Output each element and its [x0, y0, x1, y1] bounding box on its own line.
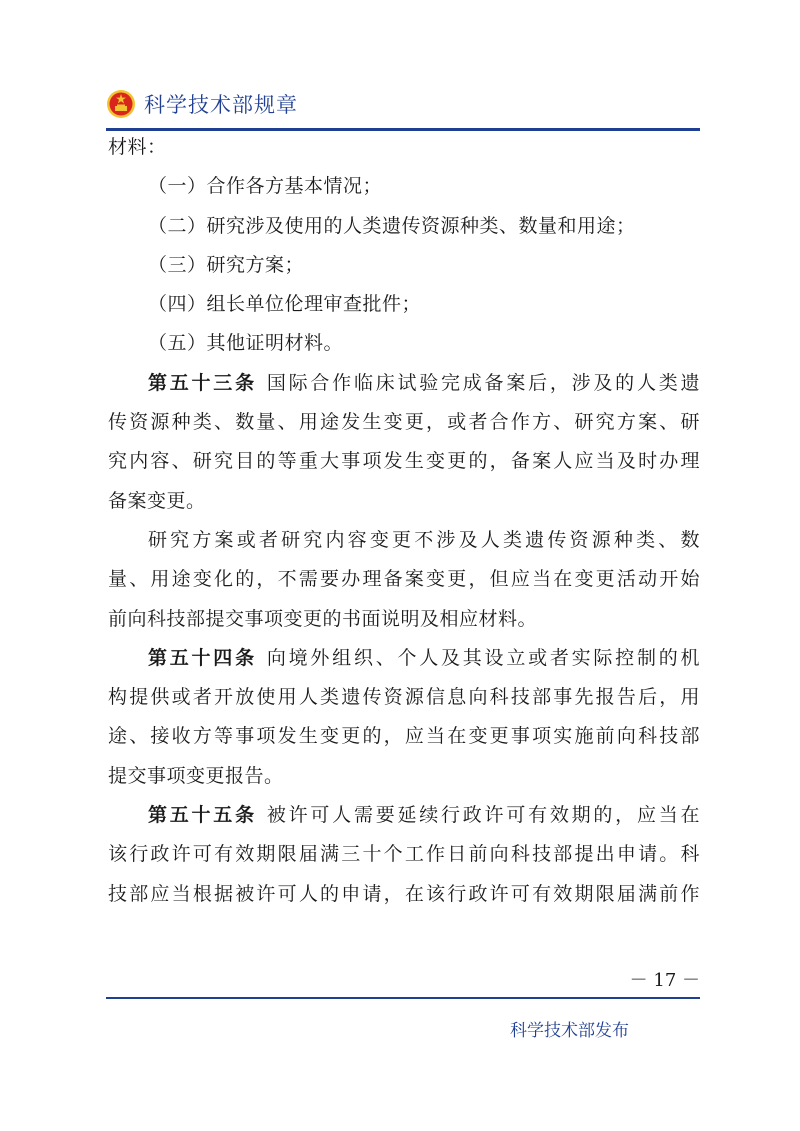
- article-text: 国际合作临床试验完成备案后，涉及的人类遗: [266, 371, 700, 394]
- article-53: [108, 364, 700, 403]
- text-line: 量、用途变化的，不需要办理备案变更，但应当在变更活动开始: [108, 568, 700, 591]
- document-body: [108, 128, 700, 914]
- list-item: （五）其他证明材料。: [148, 332, 344, 355]
- text-line: 该行政许可有效期限届满三十个工作日前向科技部提出申请。科: [108, 843, 700, 866]
- text-line: 前向科技部提交事项变更的书面说明及相应材料。: [108, 607, 538, 630]
- text-line: 提交事项变更报告。: [108, 764, 284, 787]
- footer-publisher: 科学技术部发布: [510, 1021, 629, 1041]
- text-line: 途、接收方等事项发生变更的，应当在变更事项实施前向科技部: [108, 725, 700, 748]
- header-title: 科学技术部规章: [144, 93, 298, 117]
- article-label: 第五十三条: [148, 371, 257, 394]
- article-54: [108, 639, 700, 678]
- text-line: 传资源种类、数量、用途发生变更，或者合作方、研究方案、研: [108, 411, 700, 434]
- text-line: 研究方案或者研究内容变更不涉及人类遗传资源种类、数: [148, 528, 700, 551]
- article-text: 向境外组织、个人及其设立或者实际控制的机: [266, 646, 700, 669]
- text-line: 技部应当根据被许可人的申请，在该行政许可有效期限届满前作: [108, 882, 700, 905]
- list-item: （四）组长单位伦理审查批件；: [148, 293, 422, 316]
- page-number: － 17 －: [629, 970, 700, 991]
- article-label: 第五十四条: [148, 646, 257, 669]
- text-line: 材料：: [108, 136, 167, 158]
- text-line: 构提供或者开放使用人类遗传资源信息向科技部事先报告后，用: [108, 686, 700, 709]
- page-header: [106, 84, 298, 124]
- list-item: （一）合作各方基本情况；: [148, 175, 383, 198]
- article-55: [108, 796, 700, 835]
- text-line: 究内容、研究目的等重大事项发生变更的，备案人应当及时办理: [108, 450, 700, 473]
- footer-divider: [106, 997, 700, 999]
- national-emblem-icon: [106, 89, 136, 119]
- article-label: 第五十五条: [148, 804, 257, 827]
- list-item: （二）研究涉及使用的人类遗传资源种类、数量和用途；: [148, 214, 636, 237]
- article-text: 被许可人需要延续行政许可有效期的，应当在: [266, 804, 700, 827]
- text-line: 备案变更。: [108, 489, 206, 512]
- list-item: （三）研究方案；: [148, 253, 305, 276]
